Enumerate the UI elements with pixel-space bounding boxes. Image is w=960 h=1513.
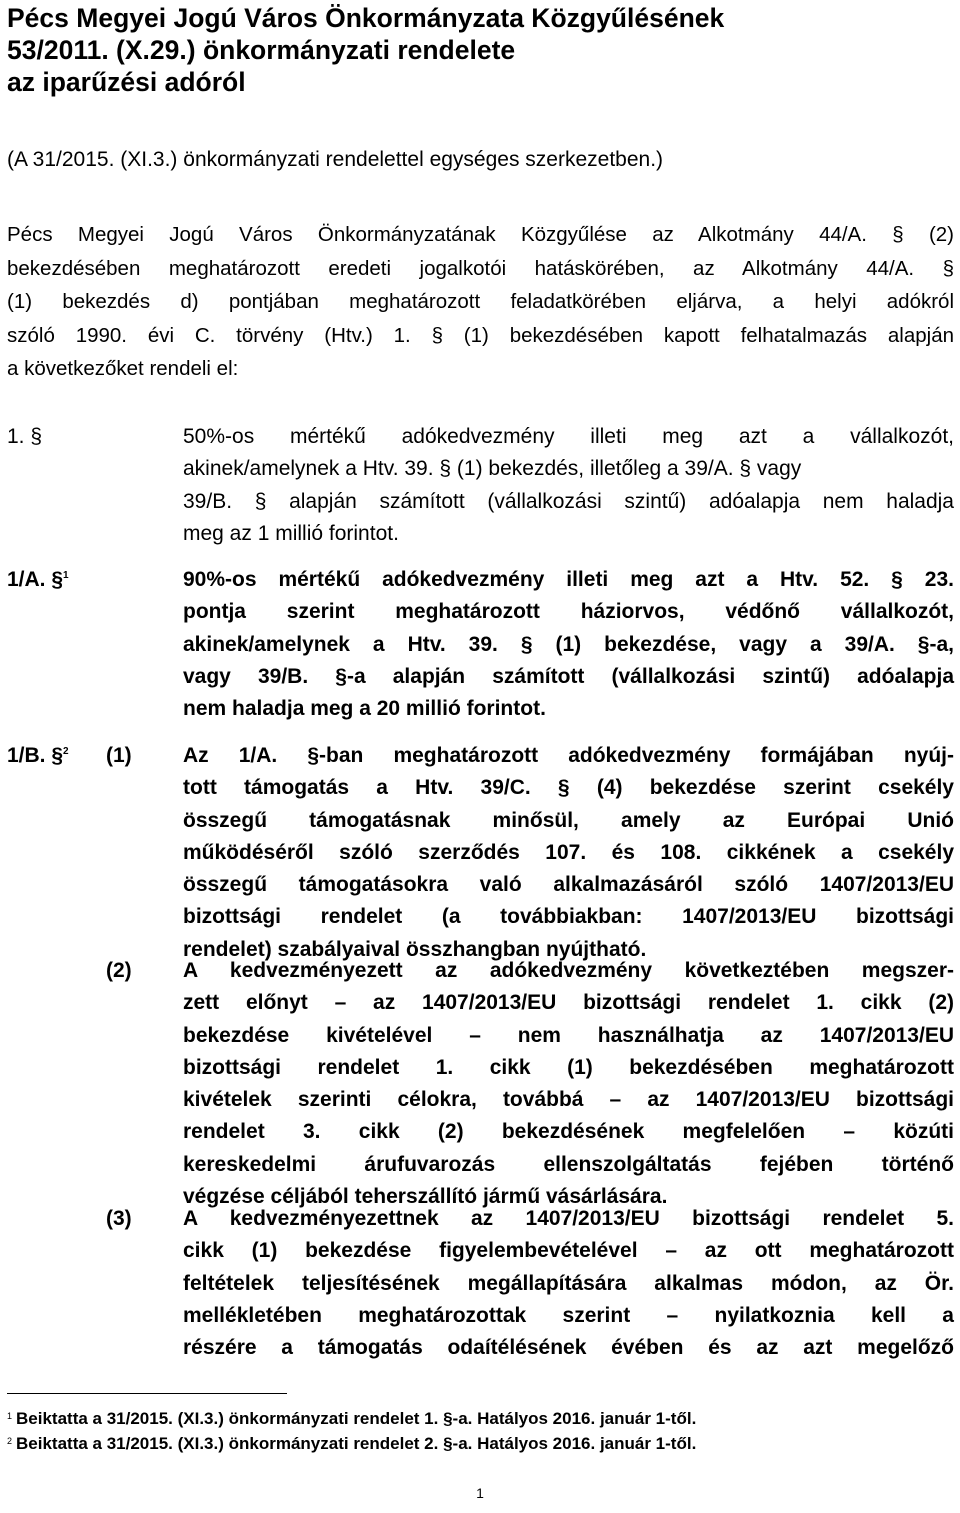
preamble-line: Pécs Megyei Jogú Város Önkormányzatának Közgyűlése az Alkotmány 44/A. § (2)	[7, 223, 954, 246]
section-line: vagy 39/B. §-a alapján számított (vállalkozási szintű) adóalapja	[183, 664, 954, 688]
footnote-ref: 1	[63, 570, 69, 581]
section-line: 39/B. § alapján számított (vállalkozási szintű) adóalapja nem haladja	[183, 489, 954, 513]
section-number-text: 1/B. §	[7, 744, 64, 767]
paragraph-line: végzése céljából teherszállító jármű vásárlására.	[183, 1185, 668, 1209]
paragraph-line: A kedvezményezettnek az 1407/2013/EU bizottsági rendelet 5.	[183, 1207, 954, 1230]
footnote	[7, 1406, 696, 1431]
preamble	[7, 218, 954, 386]
paragraph-line: kereskedelmi árufuvarozás ellenszolgáltatás fejében történő	[183, 1152, 954, 1176]
paragraph-number: (3)	[106, 1207, 132, 1230]
preamble-line: (1) bekezdés d) pontjában meghatározott feladatkörében eljárva, a helyi adókról	[7, 290, 954, 313]
section-line: akinek/amelynek a Htv. 39. § (1) bekezdés, illetőleg a 39/A. § vagy	[183, 457, 802, 481]
section-line: akinek/amelynek a Htv. 39. § (1) bekezdése, vagy a 39/A. §-a,	[183, 632, 954, 656]
section-number	[7, 740, 69, 772]
paragraph-2-body	[183, 955, 954, 1213]
preamble-line: szóló 1990. évi C. törvény (Htv.) 1. § (1) bekezdésében kapott felhatalmazás alapján	[7, 323, 954, 347]
paragraph-line: zett előnyt – az 1407/2013/EU bizottsági rendelet 1. cikk (2)	[183, 991, 954, 1015]
section-line: pontja szerint meghatározott háziorvos, védőnő vállalkozót,	[183, 600, 954, 624]
title-line-2: 53/2011. (X.29.) önkormányzati rendelete	[7, 35, 516, 65]
paragraph-line: bekezdése kivételével – nem használhatja az 1407/2013/EU	[183, 1023, 954, 1047]
section-line: 90%-os mértékű adókedvezmény illeti meg azt a Htv. 52. § 23.	[183, 568, 954, 591]
section-number	[7, 564, 69, 596]
section-line: nem haladja meg a 20 millió forintot.	[183, 697, 546, 721]
footnote-text: Beiktatta a 31/2015. (XI.3.) önkormányzati rendelet 2. §-a. Hatályos 2016. január 1-től.	[16, 1434, 697, 1453]
paragraph-line: összegű támogatásnak minősül, amely az Európai Unió	[183, 808, 954, 832]
title-line-3: az iparűzési adóról	[7, 67, 246, 97]
paragraph-line: feltételek teljesítésének megállapítására alkalmas módon, az Ör.	[183, 1271, 954, 1295]
preamble-line: a következőket rendeli el:	[7, 357, 239, 380]
paragraph-line: bizottsági rendelet 1. cikk (1) bekezdésében meghatározott	[183, 1055, 954, 1079]
footnote-ref: 1	[7, 1411, 13, 1421]
footnotes	[7, 1406, 696, 1456]
footnote-ref: 2	[63, 746, 69, 757]
paragraph-line: A kedvezményezett az adókedvezmény következtében megszer-	[183, 959, 954, 982]
section-line: 50%-os mértékű adókedvezmény illeti meg azt a vállalkozót,	[183, 425, 954, 448]
paragraph-line: mellékletében meghatározottak szerint – nyilatkoznia kell a	[183, 1303, 954, 1327]
paragraph-line: bizottsági rendelet (a továbbiakban: 1407/2013/EU bizottsági	[183, 905, 954, 929]
title-line-1: Pécs Megyei Jogú Város Önkormányzata Közgyűlésének	[7, 3, 725, 33]
section-line: meg az 1 millió forintot.	[183, 521, 399, 545]
paragraph-line: tott támogatás a Htv. 39/C. § (4) bekezdése szerint csekély	[183, 776, 954, 800]
consolidation-note: (A 31/2015. (XI.3.) önkormányzati rendelettel egységes szerkezetben.)	[7, 148, 664, 171]
paragraph-1-body	[183, 740, 954, 966]
section-1-body	[183, 421, 954, 550]
paragraph-line: működéséről szóló szerződés 107. és 108. cikkének a csekély	[183, 840, 954, 864]
paragraph-number: (1)	[106, 744, 132, 767]
document-title	[7, 2, 907, 98]
paragraph-line: rendelet) szabályaival összhangban nyújtható.	[183, 937, 647, 961]
footnote-text: Beiktatta a 31/2015. (XI.3.) önkormányzati rendelet 1. §-a. Hatályos 2016. január 1-től.	[16, 1409, 697, 1428]
paragraph-3-body	[183, 1203, 954, 1364]
section-number-text: 1/A. §	[7, 568, 64, 591]
paragraph-line: rendelet 3. cikk (2) bekezdésének megfelelően – közúti	[183, 1120, 954, 1144]
paragraph-line: Az 1/A. §-ban meghatározott adókedvezmény formájában nyúj-	[183, 744, 954, 767]
section-1a-body	[183, 564, 954, 725]
paragraph-line: részére a támogatás odaítélésének évében és az azt megelőző	[183, 1336, 954, 1360]
preamble-line: bekezdésében meghatározott eredeti jogalkotói hatáskörében, az Alkotmány 44/A. §	[7, 256, 954, 280]
paragraph-line: összegű támogatásokra való alkalmazásáról szóló 1407/2013/EU	[183, 873, 954, 897]
paragraph-number: (2)	[106, 959, 132, 982]
footnote-separator	[7, 1393, 287, 1394]
paragraph-line: kivételek szerinti célokra, továbbá – az 1407/2013/EU bizottsági	[183, 1088, 954, 1112]
footnote-ref: 2	[7, 1436, 13, 1446]
section-number: 1. §	[7, 425, 43, 448]
paragraph-line: cikk (1) bekezdése figyelembevételével – az ott meghatározott	[183, 1239, 954, 1263]
footnote	[7, 1431, 696, 1456]
page-number: 1	[476, 1485, 484, 1501]
